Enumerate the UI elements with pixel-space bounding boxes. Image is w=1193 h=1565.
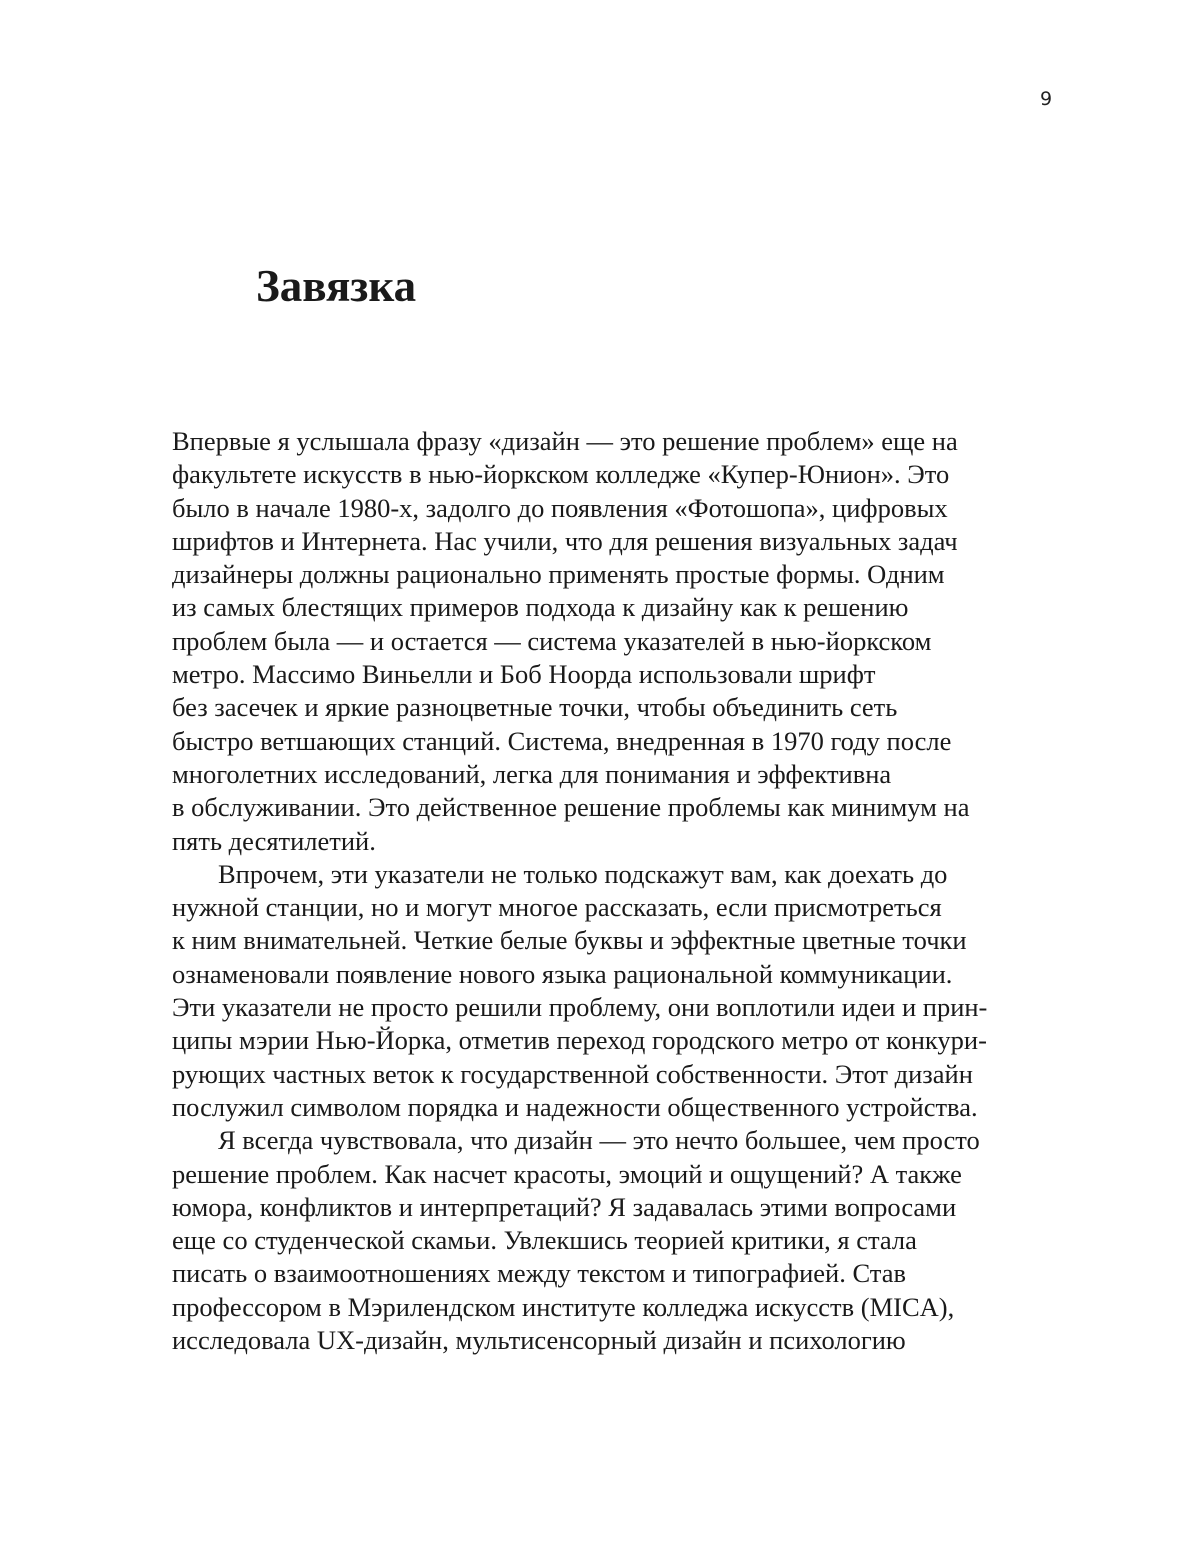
text-line: было в начале 1980-х, задолго до появления «Фотошопа», цифровых [172, 492, 948, 523]
chapter-title: Завязка [256, 261, 417, 311]
text-line: рующих частных веток к государственной собственности. Этот дизайн [172, 1058, 973, 1089]
paragraph-3 [172, 1124, 1072, 1357]
page-number: 9 [1040, 88, 1053, 110]
text-line: шрифтов и Интернета. Нас учили, что для решения визуальных задач [172, 525, 958, 556]
text-line: писать о взаимоотношениях между текстом и типографией. Став [172, 1258, 906, 1289]
text-line: из самых блестящих примеров подхода к дизайну как к решению [172, 592, 909, 623]
text-line: дизайнеры должны рационально применять простые формы. Одним [172, 559, 945, 590]
text-line: многолетних исследований, легка для понимания и эффективна [172, 758, 892, 789]
text-line: ципы мэрии Нью-Йорка, отметив переход городского метро от конкури- [172, 1025, 987, 1056]
text-line: Впервые я услышала фразу «дизайн — это решение проблем» еще на [172, 426, 958, 456]
text-line: без засечек и яркие разноцветные точки, чтобы объединить сеть [172, 692, 898, 723]
text-line: профессором в Мэрилендском институте колледжа искусств (MICA), [172, 1291, 955, 1322]
paragraph-2 [172, 858, 1072, 1124]
text-line: метро. Массимо Виньелли и Боб Ноорда использовали шрифт [172, 659, 876, 690]
text-line: решение проблем. Как насчет красоты, эмоций и ощущений? А также [172, 1158, 962, 1189]
text-line: ознаменовали появление нового языка рациональной коммуникации. [172, 958, 953, 989]
text-line: факультете искусств в нью-йоркском колледже «Купер-Юнион». Это [172, 459, 950, 490]
text-line: Я всегда чувствовала, что дизайн — это нечто большее, чем просто [218, 1125, 980, 1156]
body-text [172, 425, 1072, 1357]
text-line: Впрочем, эти указатели не только подскажут вам, как доехать до [218, 858, 948, 889]
text-line: исследовала UX-дизайн, мультисенсорный дизайн и психологию [172, 1325, 906, 1356]
text-line: юмора, конфликтов и интерпретаций? Я задавалась этими вопросами [172, 1191, 957, 1222]
text-line: нужной станции, но и могут многое рассказать, если присмотреться [172, 892, 942, 923]
text-line: проблем была — и остается — система указателей в нью-йоркском [172, 625, 932, 656]
text-line: послужил символом порядка и надежности общественного устройства. [172, 1091, 978, 1122]
text-line: к ним внимательней. Четкие белые буквы и эффектные цветные точки [172, 925, 967, 956]
paragraph-1 [172, 425, 1072, 858]
text-line: пять десятилетий. [172, 825, 376, 856]
text-line: быстро ветшающих станций. Система, внедренная в 1970 году после [172, 725, 952, 756]
text-line: в обслуживании. Это действенное решение проблемы как минимум на [172, 792, 970, 823]
text-line: еще со студенческой скамьи. Увлекшись теорией критики, я стала [172, 1225, 917, 1256]
text-line: Эти указатели не просто решили проблему, они воплотили идеи и прин- [172, 992, 988, 1023]
